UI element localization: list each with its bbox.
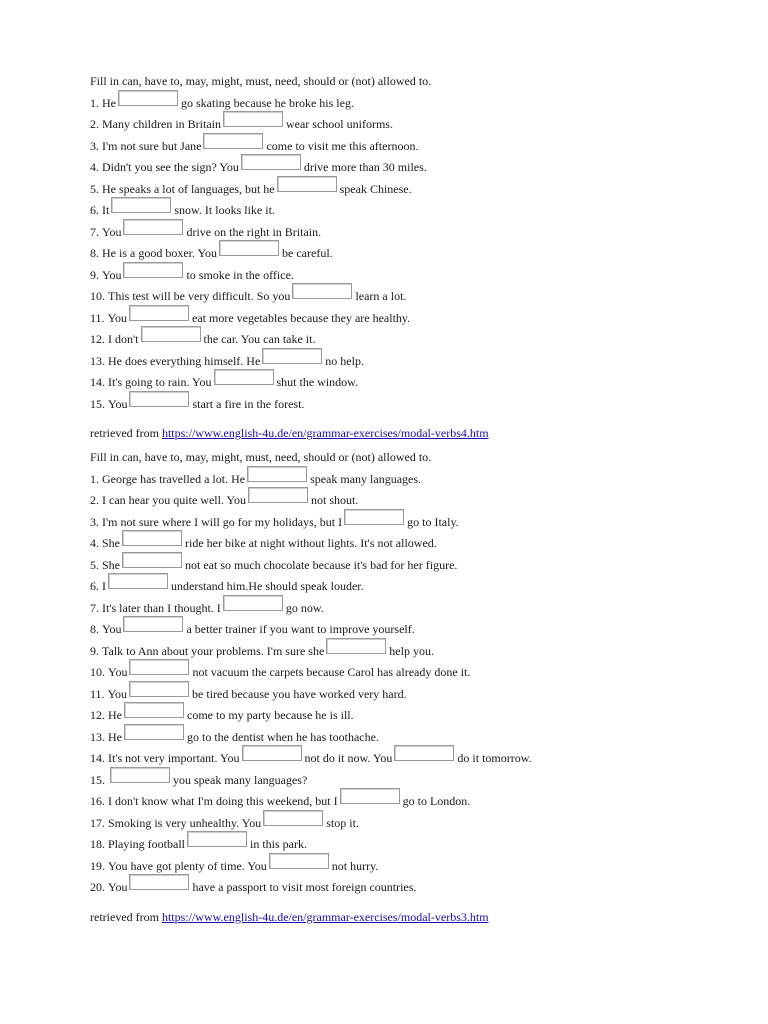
item-text: stop it. [326,815,359,830]
item-number: 4. [90,160,99,174]
item-number: 10. [90,665,105,679]
answer-blank[interactable] [326,638,386,654]
exercise-item [90,181,730,203]
item-text: ride her bike at night without lights. It's not allowed. [185,536,437,550]
item-number: 4. [90,536,99,550]
item-text: You [107,686,128,701]
item-text: in this park. [250,837,307,851]
answer-blank[interactable] [111,197,171,213]
answer-blank[interactable] [223,595,283,611]
item-number: 18. [90,837,105,851]
item-text: you speak many languages? [173,772,308,787]
item-text: She [102,536,120,550]
exercise-item [90,396,730,418]
item-number: 3. [90,138,99,153]
item-text: You [102,267,122,282]
item-number: 14. [90,375,105,389]
item-text: She [102,557,120,572]
answer-blank[interactable] [241,154,301,170]
item-text: snow. It looks like it. [174,203,275,217]
item-text: drive on the right in Britain. [186,224,322,239]
item-number: 3. [90,514,99,529]
answer-blank[interactable] [123,262,183,278]
source-link[interactable]: https://www.english-4u.de/en/grammar-exercises/modal-verbs4.htm [161,426,489,440]
item-number: 9. [90,267,99,282]
item-text: speak Chinese. [339,181,412,196]
item-text: go to Italy. [407,514,459,529]
item-text: come to my party because he is ill. [187,708,354,722]
item-text: Talk to Ann about your problems. I'm sure she [102,643,325,658]
item-number: 14. [90,751,105,765]
exercise-item [90,331,730,353]
item-number: 20. [90,880,105,894]
item-text: go skating because he broke his leg. [181,95,354,110]
answer-blank[interactable] [242,745,302,761]
instruction-text: Fill in can, have to, may, might, must, need, should or (not) allowed to. [90,74,432,88]
item-text: come to visit me this afternoon. [266,138,419,153]
item-text: a better trainer if you want to improve yourself. [186,622,415,636]
exercise-item [90,879,730,901]
exercise-item [90,535,730,557]
item-number: 19. [90,858,105,873]
instruction-text: Fill in can, have to, may, might, must, need, should or (not) allowed to. [90,450,432,464]
exercise-section-modal-verbs4 [90,73,730,447]
exercise-item [90,138,730,160]
source-line [90,425,730,447]
item-number: 9. [90,643,99,658]
item-text: It [102,203,110,217]
item-text: George has travelled a lot. He [102,471,246,486]
answer-blank[interactable] [269,853,329,869]
item-text: not hurry. [331,858,379,873]
item-text: have a passport to visit most foreign countries. [192,880,417,894]
item-number: 8. [90,622,99,636]
exercise-item [90,600,730,622]
item-number: 2. [90,493,99,507]
exercise-item [90,750,730,772]
item-number: 13. [90,729,105,744]
item-number: 13. [90,353,105,368]
exercise-item [90,471,730,493]
answer-blank[interactable] [223,111,283,127]
exercise-item [90,245,730,267]
answer-blank[interactable] [141,326,201,342]
exercise-item [90,686,730,708]
item-number: 5. [90,181,99,196]
item-text: Many children in Britain [102,117,221,131]
item-text: no help. [325,353,364,368]
answer-blank[interactable] [263,810,323,826]
item-text: speak many languages. [310,471,422,486]
item-number: 8. [90,246,99,260]
item-text: not vacuum the carpets because Carol has already done it. [192,665,471,679]
answer-blank[interactable] [187,831,247,847]
item-text: It's not very important. You [108,751,240,765]
item-text: You [102,224,122,239]
item-text: the car. You can take it. [203,332,316,346]
exercise-item [90,224,730,246]
exercise-item [90,707,730,729]
exercise-item [90,621,730,643]
exercise-item [90,772,730,794]
answer-blank[interactable] [214,369,274,385]
answer-blank[interactable] [203,133,263,149]
item-number: 5. [90,557,99,572]
item-text: start a fire in the forest. [192,396,305,411]
answer-blank[interactable] [129,659,189,675]
source-link[interactable]: https://www.english-4u.de/en/grammar-exercises/modal-verbs3.htm [161,909,489,924]
item-text: go now. [285,600,324,615]
item-text: It's going to rain. You [108,375,212,389]
item-text: drive more than 30 miles. [303,160,427,174]
item-text: I can hear you quite well. You [102,493,246,507]
item-number: 6. [90,579,99,593]
exercise-item [90,815,730,837]
item-text: not shout. [310,493,359,507]
item-text: go to London. [402,794,471,808]
item-text: help you. [389,643,434,658]
exercise-item [90,116,730,138]
item-text: You [108,396,128,411]
answer-blank[interactable] [124,702,184,718]
item-text: go to the dentist when he has toothache. [187,729,379,744]
item-text: He [108,729,122,744]
item-text: He speaks a lot of languages, but he [102,181,275,196]
item-text: shut the window. [276,375,359,389]
item-number: 12. [90,708,105,722]
item-text: This test will be very difficult. So you [108,289,291,303]
item-number: 15. [90,772,105,787]
exercise-item [90,578,730,600]
item-number: 7. [90,224,99,239]
exercise-item [90,557,730,579]
answer-blank[interactable] [129,305,189,321]
item-text: He is a good boxer. You [102,246,218,260]
item-number: 1. [90,471,99,486]
item-number: 16. [90,794,105,808]
item-text: You [102,622,122,636]
answer-blank[interactable] [344,509,404,525]
source-prefix: retrieved from [90,909,159,924]
source-prefix: retrieved from [90,426,159,440]
source-line [90,909,730,931]
item-text: You [107,310,128,325]
item-text: You [108,665,128,679]
item-text: be careful. [282,246,333,260]
item-text: You [108,880,128,894]
item-text: do it tomorrow. [457,751,532,765]
answer-blank[interactable] [129,874,189,890]
exercise-item [90,267,730,289]
item-text: Playing football [108,837,185,851]
answer-blank[interactable] [110,767,170,783]
item-number: 6. [90,203,99,217]
item-text: You have got plenty of time. You [108,858,267,873]
item-number: 2. [90,117,99,131]
item-text: learn a lot. [355,289,407,303]
item-text: be tired because you have worked very hard. [192,686,407,701]
item-text: I don't know what I'm doing this weekend, but I [108,794,338,808]
item-text: Smoking is very unhealthy. You [108,815,262,830]
item-text: It's later than I thought. I [102,600,221,615]
item-number: 11. [90,310,105,325]
item-number: 1. [90,95,99,110]
item-number: 15. [90,396,105,411]
item-text: wear school uniforms. [285,117,393,131]
answer-blank[interactable] [129,681,189,697]
item-text: I'm not sure where I will go for my holidays, but I [102,514,343,529]
item-text: Didn't you see the sign? You [102,160,239,174]
item-text: to smoke in the office. [186,267,294,282]
item-number: 17. [90,815,105,830]
item-text: I [102,579,106,593]
exercise-item [90,793,730,815]
item-number: 7. [90,600,99,615]
exercise-item [90,159,730,181]
answer-blank[interactable] [340,788,400,804]
answer-blank[interactable] [394,745,454,761]
item-text: I don't [108,332,139,346]
exercise-item [90,836,730,858]
item-number: 12. [90,332,105,346]
item-text: He [102,95,116,110]
answer-blank[interactable] [248,487,308,503]
answer-blank[interactable] [247,466,307,482]
item-text: not do it now. You [304,751,393,765]
answer-blank[interactable] [123,219,183,235]
item-text: understand him.He should speak louder. [171,579,364,593]
exercise-item [90,492,730,514]
item-text: He [108,708,122,722]
answer-blank[interactable] [219,240,279,256]
answer-blank[interactable] [122,552,182,568]
answer-blank[interactable] [277,176,337,192]
answer-blank[interactable] [262,348,322,364]
answer-blank[interactable] [123,616,183,632]
exercise-list [90,471,730,901]
exercise-item [90,514,730,536]
item-text: I'm not sure but Jane [102,138,202,153]
exercise-item [90,95,730,117]
answer-blank[interactable] [118,90,178,106]
item-text: He does everything himself. He [108,353,261,368]
answer-blank[interactable] [124,724,184,740]
exercise-item [90,353,730,375]
item-text: eat more vegetables because they are healthy. [192,310,411,325]
item-number: 10. [90,289,105,303]
item-text: not eat so much chocolate because it's bad for her figure. [185,557,458,572]
answer-blank[interactable] [108,573,168,589]
exercise-list [90,95,730,418]
exercise-section-modal-verbs3 [90,449,730,931]
answer-blank[interactable] [292,283,352,299]
answer-blank[interactable] [129,391,189,407]
exercise-item [90,202,730,224]
item-number: 11. [90,686,105,701]
answer-blank[interactable] [122,530,182,546]
